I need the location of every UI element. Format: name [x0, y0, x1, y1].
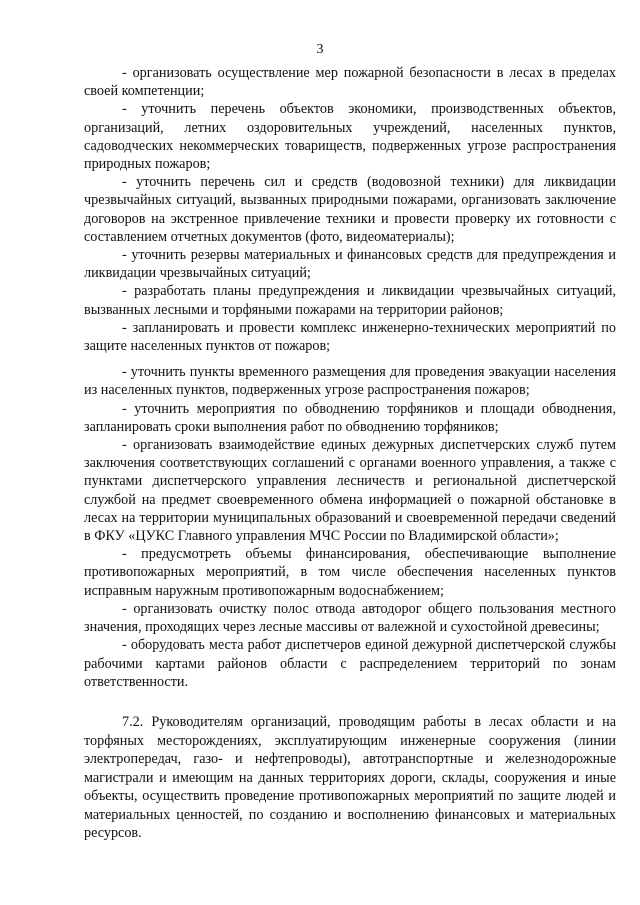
page-number: 3 — [316, 42, 324, 57]
list-item: - запланировать и провести комплекс инженерно-технических мероприятий по защите населенных пунктов от пожаров; — [84, 319, 616, 355]
section-7-2-paragraph: 7.2. Руководителям организаций, проводящим работы в лесах области и на торфяных месторождениях, эксплуатирующим инженерные сооружения (линии электропередач, газо- и нефтепроводы), автотранспортные и железнодорожные магистрали и имеющим на данных территориях дороги, склады, сооружения и иные объекты, осуществить проведение противопожарных мероприятий по защите людей и материальных ценностей, по созданию и восполнению финансовых и материальных ресурсов. — [84, 713, 616, 842]
list-item: - уточнить резервы материальных и финансовых средств для предупреждения и ликвидации чрезвычайных ситуаций; — [84, 247, 616, 282]
list-item: - уточнить пункты временного размещения для проведения эвакуации населения из населенных пунктов, подверженных угрозе распространения пожаров; — [84, 364, 616, 399]
list-item: - уточнить перечень сил и средств (водовозной техники) для ликвидации чрезвычайных ситуаций, вызванных природными пожарами, организовать заключение договоров на экстренное привлечение техники и провести проверку их готовности с составлением отчетных документов (фото, видеоматериалы); — [84, 174, 616, 245]
list-item: - разработать планы предупреждения и ликвидации чрезвычайных ситуаций, вызванных лесными и торфяными пожарами на территории районов; — [84, 283, 616, 318]
list-item: - уточнить мероприятия по обводнению торфяников и площади обводнения, запланировать сроки выполнения работ по обводнению торфяников; — [84, 400, 616, 435]
list-item: - организовать осуществление мер пожарной безопасности в лесах в пределах своей компетенции; — [84, 65, 616, 100]
list-item: - уточнить перечень объектов экономики, производственных объектов, организаций, летних оздоровительных учреждений, населенных пунктов, садоводческих некоммерческих товариществ, подверженных угрозе распространения природных пожаров; — [84, 101, 616, 173]
list-item: - оборудовать места работ диспетчеров единой дежурной диспетчерской службы рабочими картами районов области с распределением территорий по зонам ответственности. — [84, 637, 616, 690]
list-item: - организовать очистку полос отвода автодорог общего пользования местного значения, проходящих через лесные массивы от валежной и сухостойной древесины; — [84, 600, 616, 636]
list-item: - предусмотреть объемы финансирования, обеспечивающие выполнение противопожарных мероприятий, в том числе обеспечения населенных пунктов исправным наружным противопожарным водоснабжением; — [84, 546, 616, 599]
list-item: - организовать взаимодействие единых дежурных диспетчерских служб путем заключения соответствующих соглашений с органами военного управления, а также с пунктами диспетчерского управления лесничеств и региональной диспетчерской службой на предмет своевременного обмена информацией о пожарной обстановке в лесах на территории муниципальных образований и своевременной передачи сведений в ФКУ «ЦУКС Главного управления МЧС России по Владимирской области»; — [84, 437, 616, 545]
document-body — [84, 64, 616, 843]
